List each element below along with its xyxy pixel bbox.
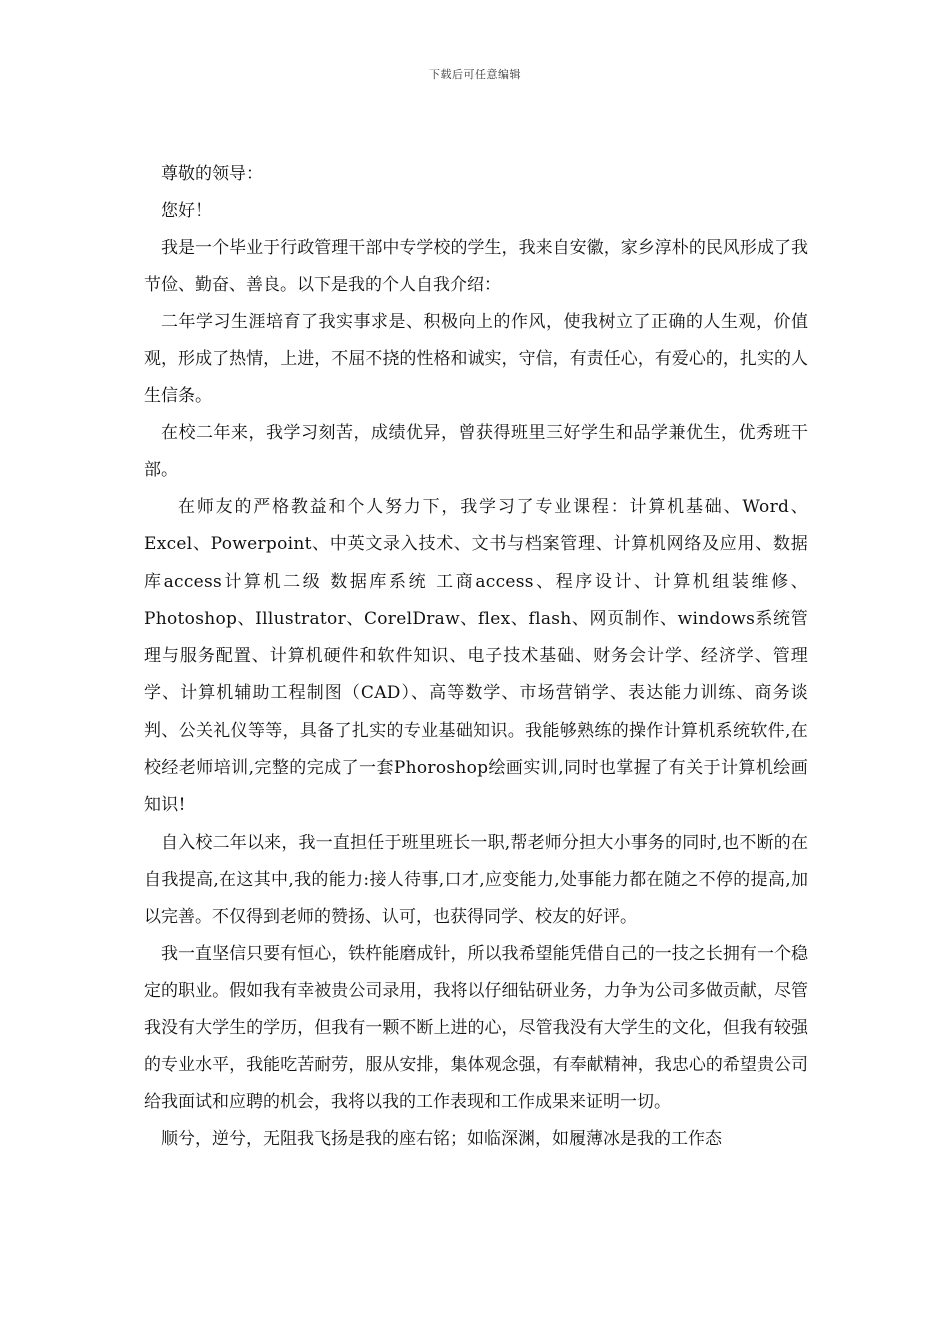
paragraph-courses: 在师友的严格教益和个人努力下，我学习了专业课程：计算机基础、Word、Excel、Powerpoint、中英文录入技术、文书与档案管理、计算机网络及应用、数据库access计算机二级 数据库系统 工商access、程序设计、计算机组装维修、Photoshop、Illustrator、CorelDraw、flex、flash、网页制作、windows系统管理与服务配置、计算机硬件和软件知识、电子技术基础、财务会计学、经济学、管理学、计算机辅助工程制图（CAD）、高等数学、市场营销学、表达能力训练、商务谈判、公关礼仪等等，具备了扎实的专业基础知识。我能够熟练的操作计算机系统软件,在校经老师培训,完整的完成了一套Phoroshop绘画实训,同时也掌握了有关于计算机绘画知识! [144,497,808,816]
page-header: 下载后可任意编辑 [429,68,521,81]
paragraph-motto: 顺兮，逆兮，无阻我飞扬是我的座右铭；如临深渊，如履薄冰是我的工作态 [161,1128,722,1149]
salutation: 尊敬的领导： [161,164,263,184]
paragraph-intro: 我是一个毕业于行政管理干部中专学校的学生，我来自安徽，家乡淳朴的民风形成了我节俭、勤奋、善良。以下是我的个人自我介绍： [144,238,808,295]
paragraph-achievements: 在校二年来，我学习刻苦，成绩优异，曾获得班里三好学生和品学兼优生，优秀班干部。 [144,423,808,480]
letter-body [144,156,808,1158]
greeting: 您好！ [161,201,212,221]
paragraph-character: 二年学习生涯培育了我实事求是、积极向上的作风，使我树立了正确的人生观，价值观，形成了热情，上进，不屈不挠的性格和诚实，守信，有责任心，有爱心的，扎实的人生信条。 [144,312,808,406]
paragraph-leadership: 自入校二年以来，我一直担任于班里班长一职,帮老师分担大小事务的同时,也不断的在自我提高,在这其中,我的能力:接人待事,口才,应变能力,处事能力都在随之不停的提高,加以完善。不仅得到老师的赞扬、认可，也获得同学、校友的好评。 [144,832,808,927]
paragraph-aspiration: 我一直坚信只要有恒心，铁杵能磨成针，所以我希望能凭借自己的一技之长拥有一个稳定的职业。假如我有幸被贵公司录用，我将以仔细钻研业务，力争为公司多做贡献，尽管我没有大学生的学历，但我有一颗不断上进的心，尽管我没有大学生的文化，但我有较强的专业水平，我能吃苦耐劳，服从安排，集体观念强，有奉献精神，我忠心的希望贵公司给我面试和应聘的机会，我将以我的工作表现和工作成果来证明一切。 [144,943,808,1112]
